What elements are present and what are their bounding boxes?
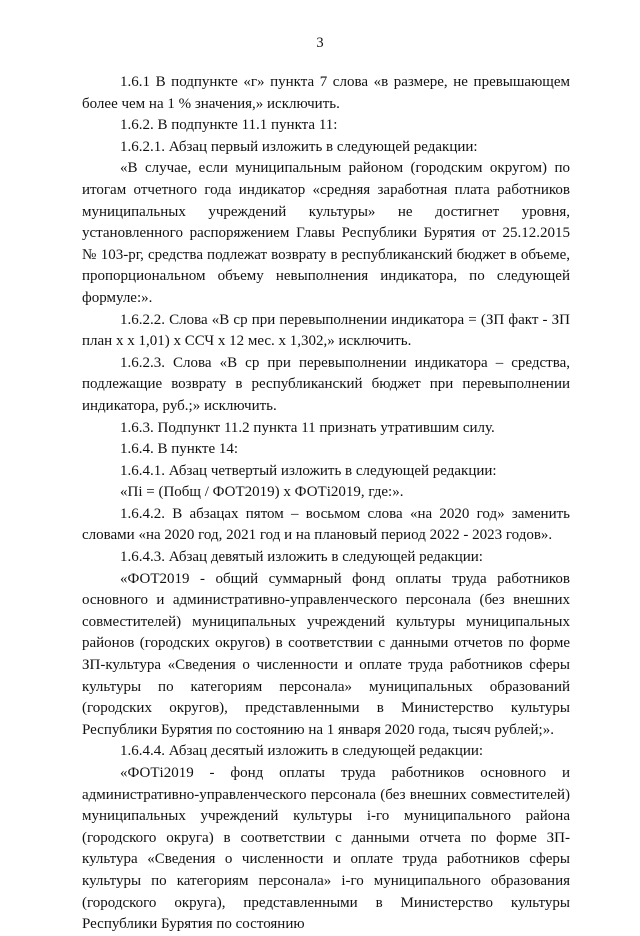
paragraph-1-6-4: 1.6.4. В пункте 14: — [120, 441, 239, 458]
page-number: 3 — [316, 35, 324, 51]
paragraph-quote-2: «ФОТ2019 - общий суммарный фонд оплаты труда работников основного и административно-управленческого персонала (без внешних совместителей) муниципальных учреждений культуры муниципальных районов (городских округов) в соответствии с данными отчетов по форме ЗП-культура «Сведения о численности и оплате труда работников сферы культуры по категориям персонала» муниципальных образований (городских округов), представленными в Министерство культуры Республики Бурятия по состоянию на 1 января 2020 года, тысяч рублей;». — [82, 570, 570, 738]
paragraph-quote-1: «В случае, если муниципальным районом (городским округом) по итогам отчетного года индикатор «средняя заработная плата работников муниципальных учреждений культуры» не достигнет уровня, установленного распоряжением Главы Республики Бурятия от 25.12.2015 № 103-рг, средства подлежат возврату в республиканский бюджет в объеме, пропорциональном объему невыполнения индикатора, по следующей формуле:». — [82, 160, 570, 306]
paragraph-1-6-2: 1.6.2. В подпункте 11.1 пункта 11: — [120, 117, 338, 134]
paragraph-1-6-2-2: 1.6.2.2. Слова «В ср при перевыполнении индикатора = (ЗП факт - ЗП план х х 1,01) х ССЧ х 12 мес. х 1,302,» исключить. — [82, 311, 570, 350]
paragraph-1-6-1: 1.6.1 В подпункте «г» пункта 7 слова «в размере, не превышающем более чем на 1 % значения,» исключить. — [82, 74, 570, 112]
paragraph-quote-3: «ФОТi2019 - фонд оплаты труда работников основного и административно-управленческого персонала (без внешних совместителей) муниципальных учреждений культуры i-го муниципального района (городского округа) в соответствии с данными отчета по форме ЗП-культура «Сведения о численности и оплате труда работников сферы культуры по категориям персонала» i-го муниципального образования (городского округа), представленными в Министерство культуры Республики Бурятия по состоянию — [82, 765, 570, 933]
paragraph-1-6-2-3: 1.6.2.3. Слова «В ср при перевыполнении индикатора – средства, подлежащие возврату в республиканский бюджет при перевыполнении индикатора, руб.;» исключить. — [82, 354, 570, 414]
document-body — [82, 72, 570, 936]
paragraph-1-6-2-1: 1.6.2.1. Абзац первый изложить в следующей редакции: — [120, 138, 478, 155]
paragraph-1-6-4-1: 1.6.4.1. Абзац четвертый изложить в следующей редакции: — [120, 462, 497, 479]
paragraph-1-6-4-3: 1.6.4.3. Абзац девятый изложить в следующей редакции: — [120, 549, 483, 566]
paragraph-1-6-4-2: 1.6.4.2. В абзацах пятом – восьмом слова «на 2020 год» заменить словами «на 2020 год, 2021 год и на плановый период 2022 - 2023 годов». — [82, 505, 570, 544]
paragraph-1-6-3: 1.6.3. Подпункт 11.2 пункта 11 признать утратившим силу. — [120, 419, 495, 436]
paragraph-1-6-4-4: 1.6.4.4. Абзац десятый изложить в следующей редакции: — [120, 743, 484, 760]
paragraph-formula: «Пi = (Побщ / ФОТ2019) х ФОТi2019, где:». — [120, 484, 404, 501]
